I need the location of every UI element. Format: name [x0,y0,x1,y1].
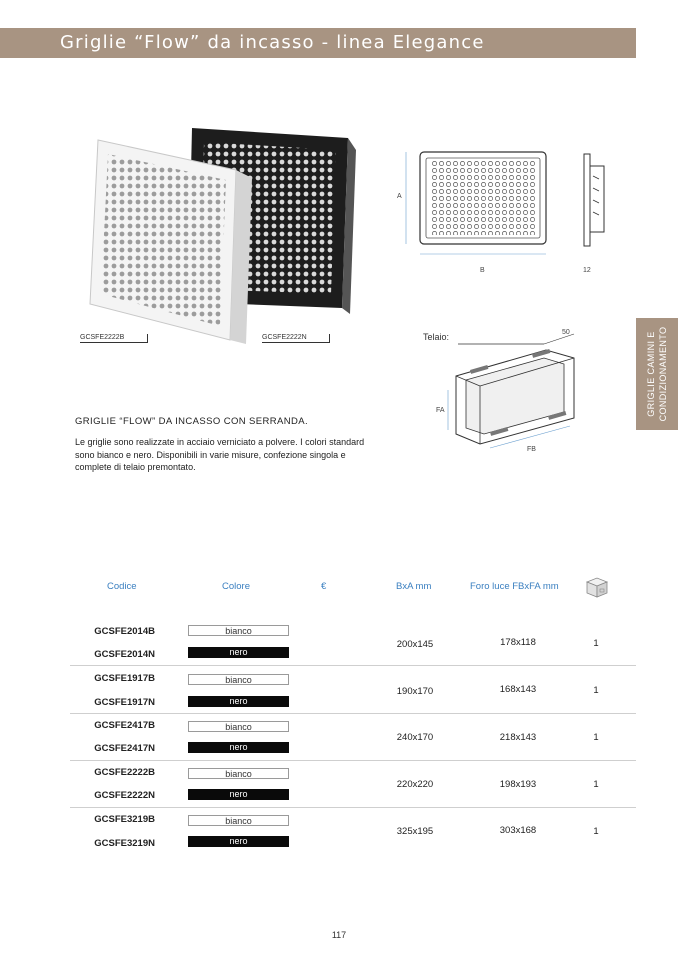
product-photo [70,118,370,348]
size-bxa: 220x220 [396,779,434,790]
product-code-white: GCSFE2222B [94,767,155,778]
dim-fa-label: FA [436,407,445,414]
side-technical-drawing [576,152,612,252]
description-text: Le griglie sono realizzate in acciaio verniciato a polvere. I colori standard sono bianco e nero. Disponibili in varie misure, confezione singola e complete di telaio premontato. [75,437,365,472]
color-swatch-bianco: bianco [188,721,289,732]
row-divider [70,713,636,714]
page-title: Griglie “Flow” da incasso - linea Elegance [60,32,485,53]
front-technical-drawing [396,146,556,266]
color-swatch-bianco: bianco [188,768,289,779]
package-box-icon [584,575,610,599]
side-tab-line-2: CONDIZIONAMENTO [658,326,668,422]
white-grille-image [90,140,252,344]
color-swatch-nero: nero [188,742,289,753]
dim-a-label: A [397,193,402,200]
black-grille-code-label: GCSFE2222N [262,334,330,343]
title-bar [0,28,636,58]
color-swatch-nero: nero [188,696,289,707]
side-tab-line-1: GRIGLIE CAMINI E [646,331,656,417]
size-foro-luce: 218x143 [499,732,537,743]
frame-telaio-drawing [440,330,588,454]
product-code-white: GCSFE2417B [94,720,155,731]
side-tab-text [645,318,669,430]
header-bxa: BxA mm [396,581,432,592]
description-title: GRIGLIE “FLOW” DA INCASSO CON SERRANDA. [75,416,309,427]
pack-quantity: 1 [593,638,599,649]
table-row [0,620,678,667]
size-foro-luce: 303x168 [499,825,537,836]
size-bxa: 325x195 [396,826,434,837]
product-code-black: GCSFE2222N [94,790,155,801]
side-category-tab [636,318,678,430]
product-code-black: GCSFE3219N [94,838,155,849]
white-grille-code-label: GCSFE2222B [80,334,148,343]
size-bxa: 240x170 [396,732,434,743]
size-foro-luce: 168x143 [499,684,537,695]
color-swatch-bianco: bianco [188,625,289,636]
table-row [0,763,678,810]
table-row [0,716,678,763]
page-number: 117 [331,930,347,940]
dim-fb-label: FB [527,446,536,453]
pack-quantity: 1 [593,826,599,837]
row-divider [70,665,636,666]
row-divider [70,807,636,808]
product-code-black: GCSFE2417N [94,743,155,754]
size-foro-luce: 178x118 [500,637,536,648]
product-code-white: GCSFE1917B [94,673,155,684]
color-swatch-nero: nero [188,647,289,658]
pack-quantity: 1 [593,779,599,790]
header-foro-luce: Foro luce FBxFA mm [470,581,559,592]
size-bxa: 200x145 [396,639,434,650]
header-price: € [321,581,327,592]
product-code-black: GCSFE2014N [94,649,155,660]
color-swatch-bianco: bianco [188,815,289,826]
table-row [0,668,678,715]
color-swatch-nero: nero [188,789,289,800]
product-code-black: GCSFE1917N [94,697,155,708]
dim-50-label: 50 [562,329,570,336]
size-foro-luce: 198x193 [499,779,537,790]
dim-b-label: B [480,267,485,274]
color-swatch-nero: nero [188,836,289,847]
dim-depth-label: 12 [583,267,591,274]
pack-quantity: 1 [593,685,599,696]
header-codice: Codice [107,581,137,592]
row-divider [70,760,636,761]
pack-quantity: 1 [593,732,599,743]
product-code-white: GCSFE2014B [94,626,155,637]
size-bxa: 190x170 [396,686,434,697]
telaio-label: Telaio: [423,332,450,342]
table-row [0,810,678,857]
header-colore: Colore [222,581,250,592]
color-swatch-bianco: bianco [188,674,289,685]
product-code-white: GCSFE3219B [94,814,155,825]
